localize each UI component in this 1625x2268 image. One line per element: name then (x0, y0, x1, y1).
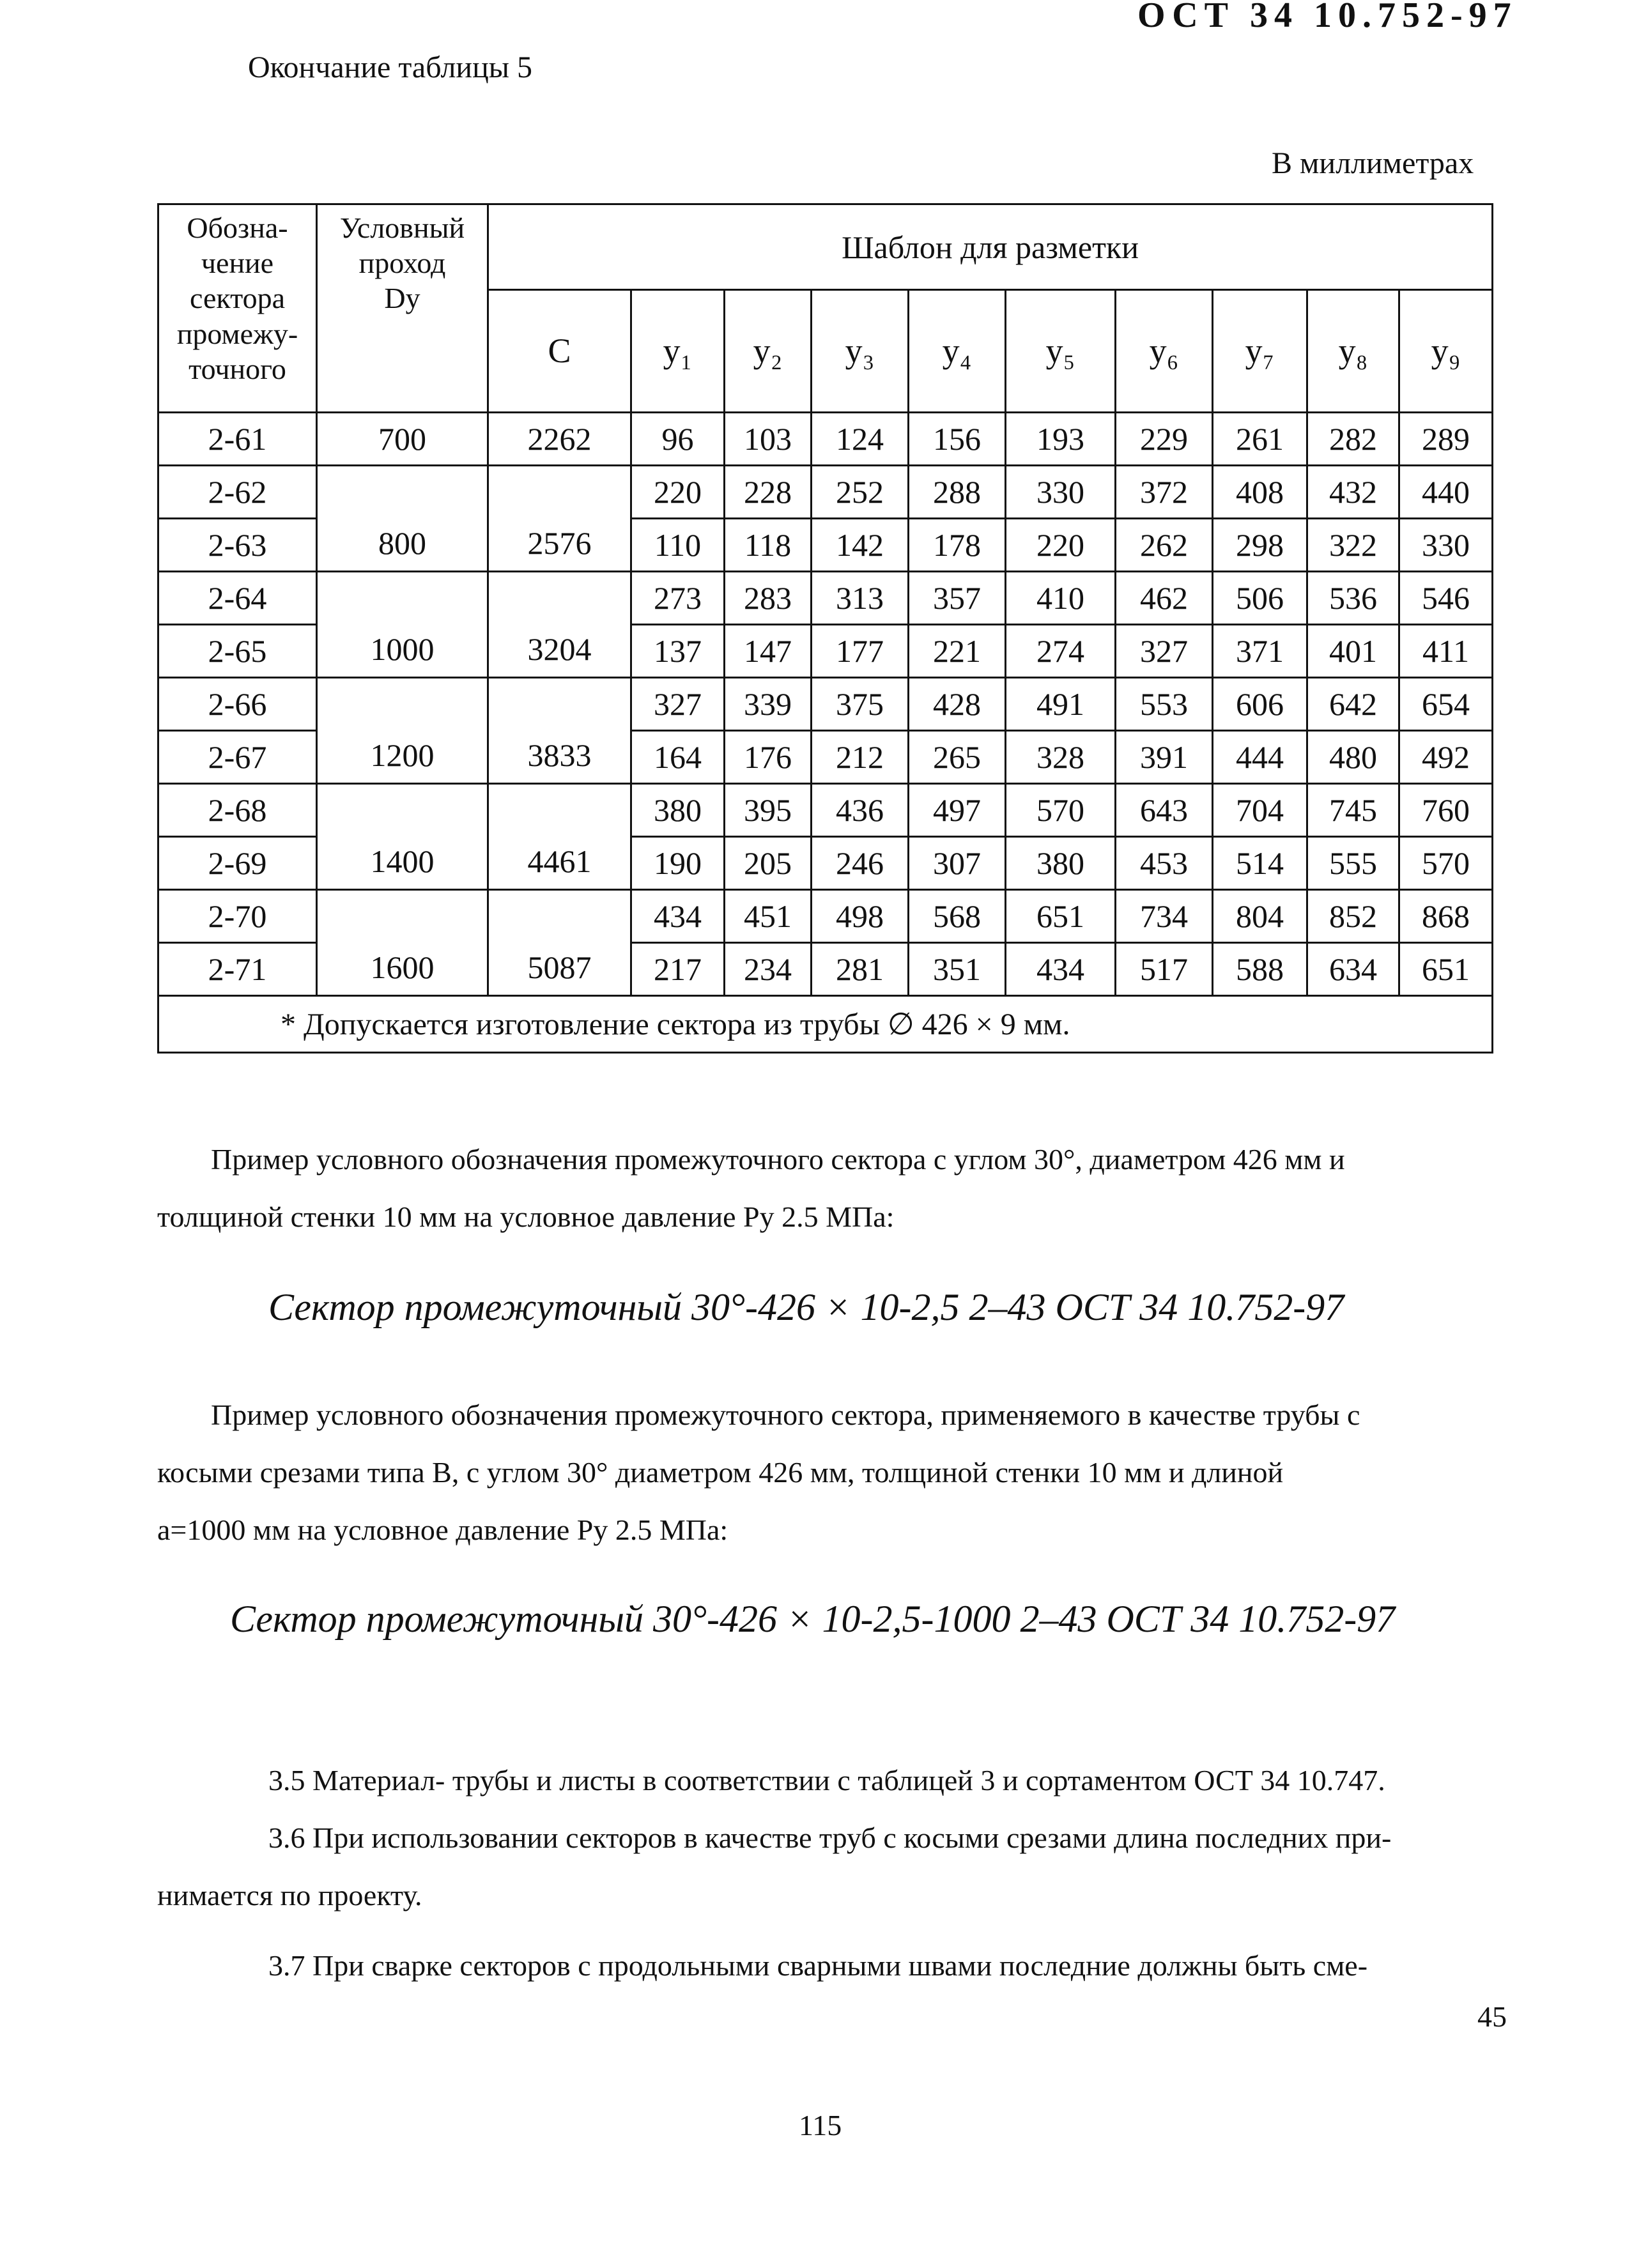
y6-value-cell: 517 (1116, 943, 1213, 996)
table-row (158, 413, 1493, 466)
y6-value-cell: 734 (1116, 890, 1213, 943)
c-value-cell: 3204 (488, 572, 631, 678)
y8-value-cell: 536 (1307, 572, 1399, 625)
example2-line2: косыми срезами типа В, с углом 30° диаметром 426 мм, толщиной стенки 10 мм и длиной (157, 1456, 1284, 1489)
y8-value-cell: 322 (1307, 519, 1399, 572)
y8-value-cell: 480 (1307, 731, 1399, 784)
y1-value-cell: 217 (631, 943, 725, 996)
header-y2: у₂ (725, 290, 812, 413)
nominal-bore-cell: 800 (317, 466, 488, 572)
y3-value-cell: 281 (812, 943, 909, 996)
y7-value-cell: 588 (1213, 943, 1307, 996)
y1-value-cell: 137 (631, 625, 725, 678)
y2-value-cell: 118 (725, 519, 812, 572)
y7-value-cell: 261 (1213, 413, 1307, 466)
nominal-bore-cell: 1400 (317, 784, 488, 890)
y9-value-cell: 492 (1399, 731, 1493, 784)
y5-value-cell: 651 (1006, 890, 1116, 943)
c-value-cell: 4461 (488, 784, 631, 890)
table-row (158, 784, 1493, 837)
y9-value-cell: 570 (1399, 837, 1493, 890)
y1-value-cell: 273 (631, 572, 725, 625)
y6-value-cell: 262 (1116, 519, 1213, 572)
y9-value-cell: 654 (1399, 678, 1493, 731)
section-3-6-line1: 3.6 При использовании секторов в качестве труб с косыми срезами длина последних при- (268, 1821, 1392, 1854)
y2-value-cell: 205 (725, 837, 812, 890)
y4-value-cell: 428 (909, 678, 1006, 731)
y4-value-cell: 288 (909, 466, 1006, 519)
y3-value-cell: 246 (812, 837, 909, 890)
y3-value-cell: 177 (812, 625, 909, 678)
y4-value-cell: 351 (909, 943, 1006, 996)
y2-value-cell: 176 (725, 731, 812, 784)
y4-value-cell: 307 (909, 837, 1006, 890)
y3-value-cell: 498 (812, 890, 909, 943)
example1-line1: Пример условного обозначения промежуточного сектора с углом 30°, диаметром 426 мм и (211, 1143, 1345, 1176)
y6-value-cell: 327 (1116, 625, 1213, 678)
table-row (158, 466, 1493, 519)
y7-value-cell: 804 (1213, 890, 1307, 943)
header-y6: у₆ (1116, 290, 1213, 413)
y6-value-cell: 643 (1116, 784, 1213, 837)
y3-value-cell: 436 (812, 784, 909, 837)
y5-value-cell: 380 (1006, 837, 1116, 890)
y6-value-cell: 391 (1116, 731, 1213, 784)
y8-value-cell: 555 (1307, 837, 1399, 890)
sector-designation-cell: 2-64 (158, 572, 317, 625)
example2-designation: Сектор промежуточный 30°-426 × 10-2,5-1000 2–43 ОСТ 34 10.752-97 (230, 1598, 1396, 1640)
y7-value-cell: 444 (1213, 731, 1307, 784)
nominal-bore-cell: 1600 (317, 890, 488, 996)
y5-value-cell: 491 (1006, 678, 1116, 731)
y8-value-cell: 401 (1307, 625, 1399, 678)
example2-line3: а=1000 мм на условное давление Ру 2.5 МПа: (157, 1513, 728, 1546)
y3-value-cell: 212 (812, 731, 909, 784)
y2-value-cell: 395 (725, 784, 812, 837)
table-note: * Допускается изготовление сектора из трубы ∅ 426 × 9 мм. (158, 996, 1493, 1053)
section-3-5: 3.5 Материал- трубы и листы в соответствии с таблицей 3 и сортаментом ОСТ 34 10.747. (268, 1764, 1385, 1797)
y2-value-cell: 147 (725, 625, 812, 678)
y7-value-cell: 298 (1213, 519, 1307, 572)
c-value-cell: 2576 (488, 466, 631, 572)
table-row (158, 678, 1493, 731)
y9-value-cell: 289 (1399, 413, 1493, 466)
header-y8: у₈ (1307, 290, 1399, 413)
y4-value-cell: 568 (909, 890, 1006, 943)
y1-value-cell: 96 (631, 413, 725, 466)
y9-value-cell: 760 (1399, 784, 1493, 837)
y8-value-cell: 432 (1307, 466, 1399, 519)
c-value-cell: 3833 (488, 678, 631, 784)
header-y7: у₇ (1213, 290, 1307, 413)
page-number: 115 (799, 2109, 842, 2142)
y2-value-cell: 339 (725, 678, 812, 731)
y7-value-cell: 514 (1213, 837, 1307, 890)
y6-value-cell: 372 (1116, 466, 1213, 519)
y6-value-cell: 553 (1116, 678, 1213, 731)
sector-designation-cell: 2-68 (158, 784, 317, 837)
y9-value-cell: 546 (1399, 572, 1493, 625)
y9-value-cell: 411 (1399, 625, 1493, 678)
y8-value-cell: 634 (1307, 943, 1399, 996)
y2-value-cell: 228 (725, 466, 812, 519)
sector-designation-cell: 2-62 (158, 466, 317, 519)
y5-value-cell: 328 (1006, 731, 1116, 784)
y3-value-cell: 124 (812, 413, 909, 466)
sector-designation-cell: 2-70 (158, 890, 317, 943)
sector-designation-cell: 2-66 (158, 678, 317, 731)
y7-value-cell: 371 (1213, 625, 1307, 678)
section-3-6-line2: нимается по проекту. (157, 1879, 422, 1912)
table-row (158, 572, 1493, 625)
y5-value-cell: 220 (1006, 519, 1116, 572)
y1-value-cell: 434 (631, 890, 725, 943)
y2-value-cell: 234 (725, 943, 812, 996)
sector-designation-cell: 2-61 (158, 413, 317, 466)
y8-value-cell: 852 (1307, 890, 1399, 943)
nominal-bore-cell: 1200 (317, 678, 488, 784)
sector-designation-cell: 2-63 (158, 519, 317, 572)
y9-value-cell: 330 (1399, 519, 1493, 572)
y5-value-cell: 410 (1006, 572, 1116, 625)
local-page-number: 45 (1477, 2000, 1507, 2033)
header-nominal-bore (317, 204, 488, 413)
y1-value-cell: 190 (631, 837, 725, 890)
header-y9: у₉ (1399, 290, 1493, 413)
y5-value-cell: 570 (1006, 784, 1116, 837)
c-value-cell: 5087 (488, 890, 631, 996)
y4-value-cell: 357 (909, 572, 1006, 625)
header-designation-text: Обозна- чение сектора промежу- точного (176, 211, 298, 385)
y5-value-cell: 193 (1006, 413, 1116, 466)
sector-designation-cell: 2-65 (158, 625, 317, 678)
y2-value-cell: 283 (725, 572, 812, 625)
sector-designation-cell: 2-67 (158, 731, 317, 784)
nominal-bore-cell: 700 (317, 413, 488, 466)
y7-value-cell: 704 (1213, 784, 1307, 837)
y6-value-cell: 229 (1116, 413, 1213, 466)
sector-template-table (157, 203, 1493, 1054)
header-y3: у₃ (812, 290, 909, 413)
header-c: С (488, 290, 631, 413)
nominal-bore-cell: 1000 (317, 572, 488, 678)
y7-value-cell: 408 (1213, 466, 1307, 519)
sector-designation-cell: 2-71 (158, 943, 317, 996)
y5-value-cell: 434 (1006, 943, 1116, 996)
y5-value-cell: 274 (1006, 625, 1116, 678)
header-y5: у₅ (1006, 290, 1116, 413)
y5-value-cell: 330 (1006, 466, 1116, 519)
y6-value-cell: 453 (1116, 837, 1213, 890)
y9-value-cell: 440 (1399, 466, 1493, 519)
y4-value-cell: 497 (909, 784, 1006, 837)
y9-value-cell: 868 (1399, 890, 1493, 943)
header-template: Шаблон для разметки (488, 204, 1493, 290)
y4-value-cell: 178 (909, 519, 1006, 572)
y3-value-cell: 142 (812, 519, 909, 572)
y1-value-cell: 327 (631, 678, 725, 731)
y8-value-cell: 745 (1307, 784, 1399, 837)
header-designation (158, 204, 317, 413)
y3-value-cell: 252 (812, 466, 909, 519)
example1-designation: Сектор промежуточный 30°-426 × 10-2,5 2–43 ОСТ 34 10.752-97 (268, 1286, 1344, 1328)
y1-value-cell: 380 (631, 784, 725, 837)
units-label: В миллиметрах (1272, 146, 1474, 180)
y3-value-cell: 375 (812, 678, 909, 731)
y6-value-cell: 462 (1116, 572, 1213, 625)
y7-value-cell: 606 (1213, 678, 1307, 731)
header-y1: у₁ (631, 290, 725, 413)
c-value-cell: 2262 (488, 413, 631, 466)
y4-value-cell: 265 (909, 731, 1006, 784)
y9-value-cell: 651 (1399, 943, 1493, 996)
example2-line1: Пример условного обозначения промежуточного сектора, применяемого в качестве трубы с (211, 1398, 1360, 1431)
y1-value-cell: 220 (631, 466, 725, 519)
header-nominal-bore-text: Условный проход Dу (339, 211, 465, 315)
header-y4: у₄ (909, 290, 1006, 413)
example1-line2: толщиной стенки 10 мм на условное давление Ру 2.5 МПа: (157, 1200, 895, 1233)
table-row (158, 890, 1493, 943)
table-continuation-label: Окончание таблицы 5 (248, 50, 533, 84)
y8-value-cell: 282 (1307, 413, 1399, 466)
y2-value-cell: 103 (725, 413, 812, 466)
y1-value-cell: 164 (631, 731, 725, 784)
sector-designation-cell: 2-69 (158, 837, 317, 890)
y4-value-cell: 221 (909, 625, 1006, 678)
y3-value-cell: 313 (812, 572, 909, 625)
y4-value-cell: 156 (909, 413, 1006, 466)
y7-value-cell: 506 (1213, 572, 1307, 625)
table-body (158, 413, 1493, 996)
y8-value-cell: 642 (1307, 678, 1399, 731)
document-code-header: ОСТ 34 10.752-97 (1137, 0, 1518, 35)
section-3-7-line1: 3.7 При сварке секторов с продольными сварными швами последние должны быть сме- (268, 1949, 1368, 1982)
y1-value-cell: 110 (631, 519, 725, 572)
y2-value-cell: 451 (725, 890, 812, 943)
